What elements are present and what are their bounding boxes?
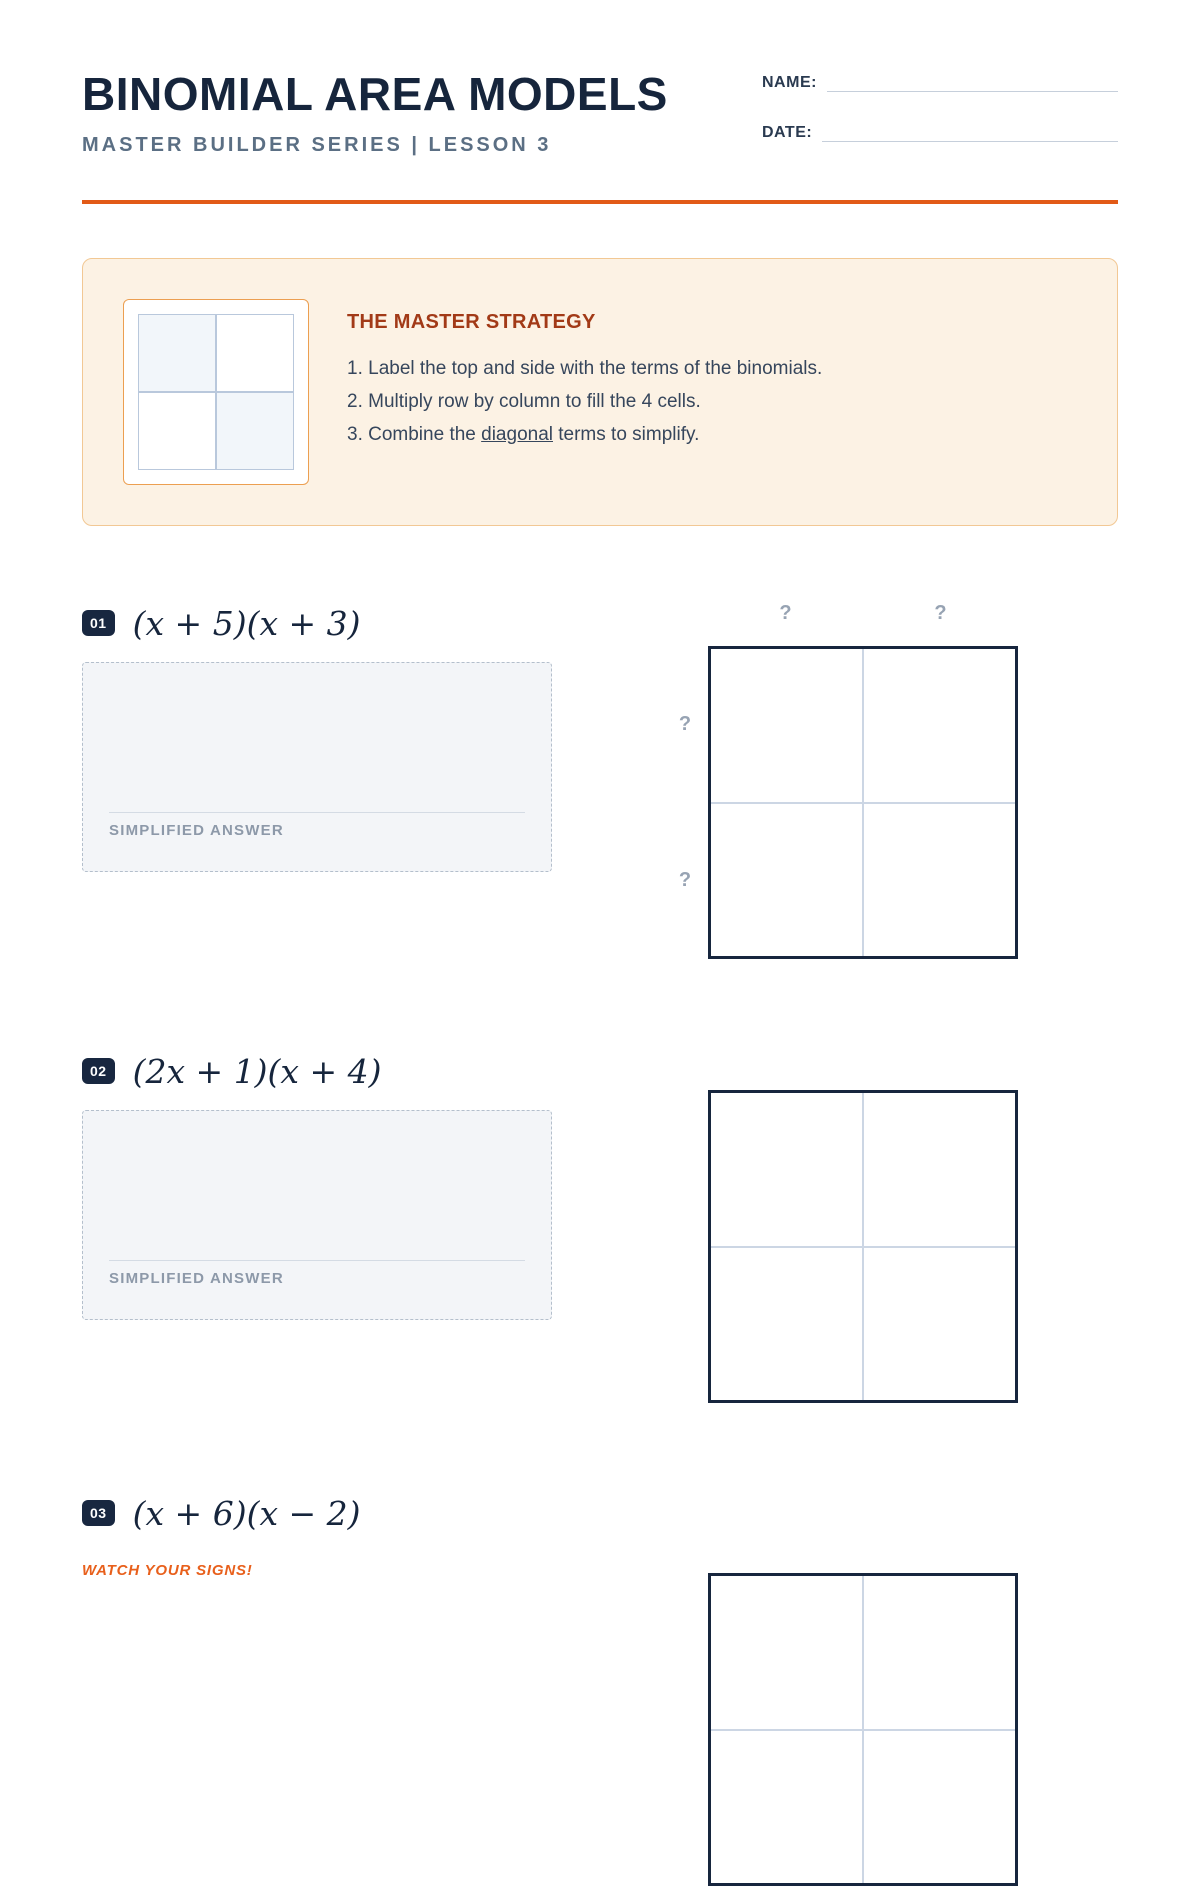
student-info	[762, 70, 1118, 174]
row-labels	[662, 646, 708, 959]
area-model-grid[interactable]	[708, 646, 1018, 959]
strategy-step-1: 1. Label the top and side with the terms of the binomials.	[347, 358, 823, 379]
strategy-step-3-post: terms to simplify.	[552, 424, 700, 445]
mini-grid-cell	[217, 393, 293, 469]
problem-expression: (x + 6)(x − 2)	[132, 1493, 361, 1533]
problem-03-model	[708, 1490, 1018, 1886]
answer-label: SIMPLIFIED ANSWER	[109, 822, 284, 839]
name-field	[762, 74, 1118, 92]
strategy-step-2: 2. Multiply row by column to fill the 4 cells.	[347, 391, 701, 412]
page-subtitle: MASTER BUILDER SERIES | LESSON 3	[82, 134, 552, 157]
problem-02-model	[708, 1048, 1018, 1403]
grid-cell[interactable]	[711, 1093, 862, 1246]
problem-03-head	[82, 1490, 552, 1536]
header-title-block	[82, 70, 668, 157]
signs-warning-note: WATCH YOUR SIGNS!	[82, 1562, 253, 1579]
area-model-grid[interactable]	[708, 1573, 1018, 1886]
column-label-blank[interactable]: ?	[934, 602, 947, 624]
problem-number-badge: 01	[82, 610, 115, 636]
strategy-step-3-pre: 3. Combine the	[347, 424, 482, 445]
page-title: BINOMIAL AREA MODELS	[82, 68, 668, 120]
header-divider	[82, 200, 1118, 204]
grid-cell[interactable]	[711, 649, 862, 802]
strategy-steps	[347, 352, 822, 451]
mini-grid-cell	[139, 315, 215, 391]
problem-03	[82, 1490, 1118, 1886]
name-input-line[interactable]	[827, 74, 1118, 92]
date-input-line[interactable]	[822, 124, 1118, 142]
column-label-blank[interactable]: ?	[779, 602, 792, 624]
area-model-icon	[123, 299, 309, 485]
problem-02-left	[82, 1048, 552, 1320]
mini-grid-icon	[138, 314, 294, 470]
problem-01-left	[82, 600, 552, 872]
header	[82, 70, 1118, 174]
problem-expression: (2x + 1)(x + 4)	[132, 1051, 382, 1091]
grid-cell[interactable]	[864, 804, 1015, 957]
row-label-blank[interactable]: ?	[678, 712, 692, 735]
date-label: DATE:	[762, 124, 813, 141]
problem-number-badge: 02	[82, 1058, 115, 1084]
problem-01-head	[82, 600, 552, 646]
grid-cell[interactable]	[864, 1248, 1015, 1401]
date-field	[762, 124, 1118, 142]
grid-cell[interactable]	[711, 1248, 862, 1401]
problem-expression: (x + 5)(x + 3)	[132, 603, 361, 643]
strategy-text	[347, 299, 822, 485]
strategy-step-3	[347, 418, 822, 451]
strategy-heading: THE MASTER STRATEGY	[347, 311, 596, 333]
problem-01-model	[662, 600, 1018, 959]
grid-cell[interactable]	[711, 804, 862, 957]
grid-cell[interactable]	[711, 1576, 862, 1729]
problem-01	[82, 600, 1118, 959]
mini-grid-cell	[139, 393, 215, 469]
answer-box[interactable]	[82, 662, 552, 872]
area-model-grid[interactable]	[708, 1090, 1018, 1403]
answer-line-area	[109, 1260, 525, 1287]
name-label: NAME:	[762, 74, 817, 91]
strategy-callout	[82, 258, 1118, 526]
grid-cell[interactable]	[864, 649, 1015, 802]
problem-02	[82, 1048, 1118, 1403]
answer-label: SIMPLIFIED ANSWER	[109, 1270, 284, 1287]
grid-cell[interactable]	[864, 1576, 1015, 1729]
grid-cell[interactable]	[864, 1731, 1015, 1884]
problem-03-left	[82, 1490, 552, 1579]
answer-box[interactable]	[82, 1110, 552, 1320]
problem-number-badge: 03	[82, 1500, 115, 1526]
grid-cell[interactable]	[711, 1731, 862, 1884]
grid-cell[interactable]	[864, 1093, 1015, 1246]
mini-grid-cell	[217, 315, 293, 391]
column-labels	[708, 600, 1018, 646]
answer-line-area	[109, 812, 525, 839]
problem-02-head	[82, 1048, 552, 1094]
strategy-step-3-underlined: diagonal	[481, 424, 553, 445]
area-model	[662, 600, 1018, 959]
row-label-blank[interactable]: ?	[678, 869, 692, 892]
